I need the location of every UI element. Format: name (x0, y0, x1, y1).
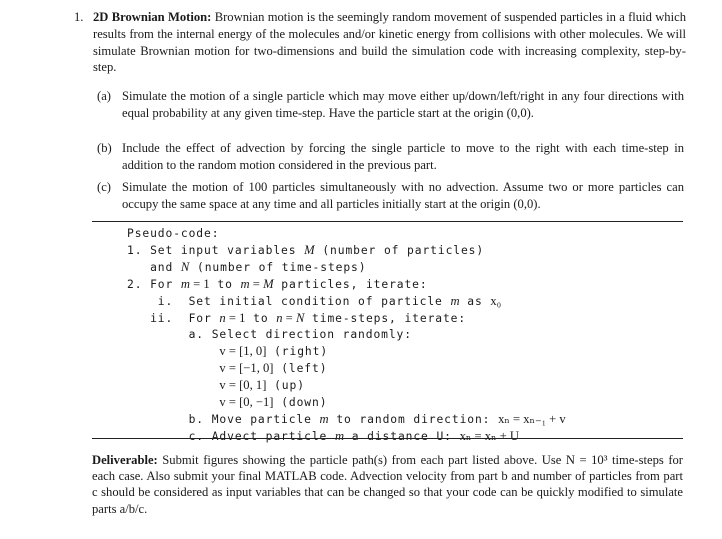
part-a (97, 88, 684, 122)
direction-down: v = [0, −1] (down) (219, 395, 328, 409)
part-b (97, 140, 684, 174)
pseudocode-bottom-rule (92, 438, 683, 439)
pseudocode-line-2: and N (number of time-steps) (127, 260, 367, 274)
pseudocode-line-3: 2. For m = 1 to m = M particles, iterate: (127, 277, 428, 291)
part-c (97, 179, 684, 213)
part-c-label: (c) (97, 180, 111, 194)
problem-number: 1. (74, 10, 84, 24)
problem-intro-text (93, 9, 686, 76)
deliverable-paragraph (92, 452, 683, 517)
direction-up: v = [0, 1] (up) (219, 378, 305, 392)
pseudocode-header: Pseudo-code: (127, 227, 220, 240)
deliverable-text: Submit figures showing the particle path(s) from each part listed above. Use N = 10³ time-steps for each case. Also submit your final MATLAB code. Advection velocity from part b and number of particles from part c should be considered as input variables that can be changed so that your code can be quickly modified to simulate parts a/b/c. (92, 453, 684, 516)
pseudocode-line-1: 1. Set input variables M (number of particles) (127, 243, 485, 257)
pseudocode-line-6: a. Select direction randomly: (127, 328, 412, 341)
part-a-text: Simulate the motion of a single particle which may move either up/down/left/right in any four directions with equal probability at any given time-step. Have the particle start at the origin (0,0). (122, 89, 684, 120)
part-b-text: Include the effect of advection by forcing the single particle to move to the right with each time-step in addition to the random motion considered in the previous part. (122, 141, 684, 172)
pseudocode-top-rule (92, 221, 683, 222)
part-c-text: Simulate the motion of 100 particles simultaneously with no advection. Assume two or more particles can occupy the same space at any time and all particles initially start at the origin (0,0). (122, 180, 684, 211)
part-a-label: (a) (97, 89, 111, 103)
direction-right: v = [1, 0] (right) (219, 344, 329, 358)
part-b-label: (b) (97, 141, 112, 155)
pseudocode-block (127, 226, 566, 445)
pseudocode-line-advect: c. Advect particle m a distance U: xₙ = xₙ + U (127, 429, 519, 443)
pseudocode-line-4: i. Set initial condition of particle m as x₀ (127, 294, 502, 308)
pseudocode-line-move: b. Move particle m to random direction: xₙ = xₙ₋₁ + v (127, 412, 566, 426)
deliverable-title: Deliverable: (92, 453, 158, 467)
problem-intro-body: Brownian motion is the seemingly random movement of suspended particles in a fluid which results from the internal energy of the molecules and/or kinetic energy from collisions with other molecules. We will simulate Brownian motion for two-dimensions and build the simulation code with increasing complexity, step-by-step. (93, 10, 686, 75)
problem-title: 2D Brownian Motion: (93, 10, 212, 24)
direction-left: v = [−1, 0] (left) (219, 361, 328, 375)
problem-intro (74, 9, 686, 76)
pseudocode-line-5: ii. For n = 1 to n = N time-steps, iterate: (127, 311, 467, 325)
